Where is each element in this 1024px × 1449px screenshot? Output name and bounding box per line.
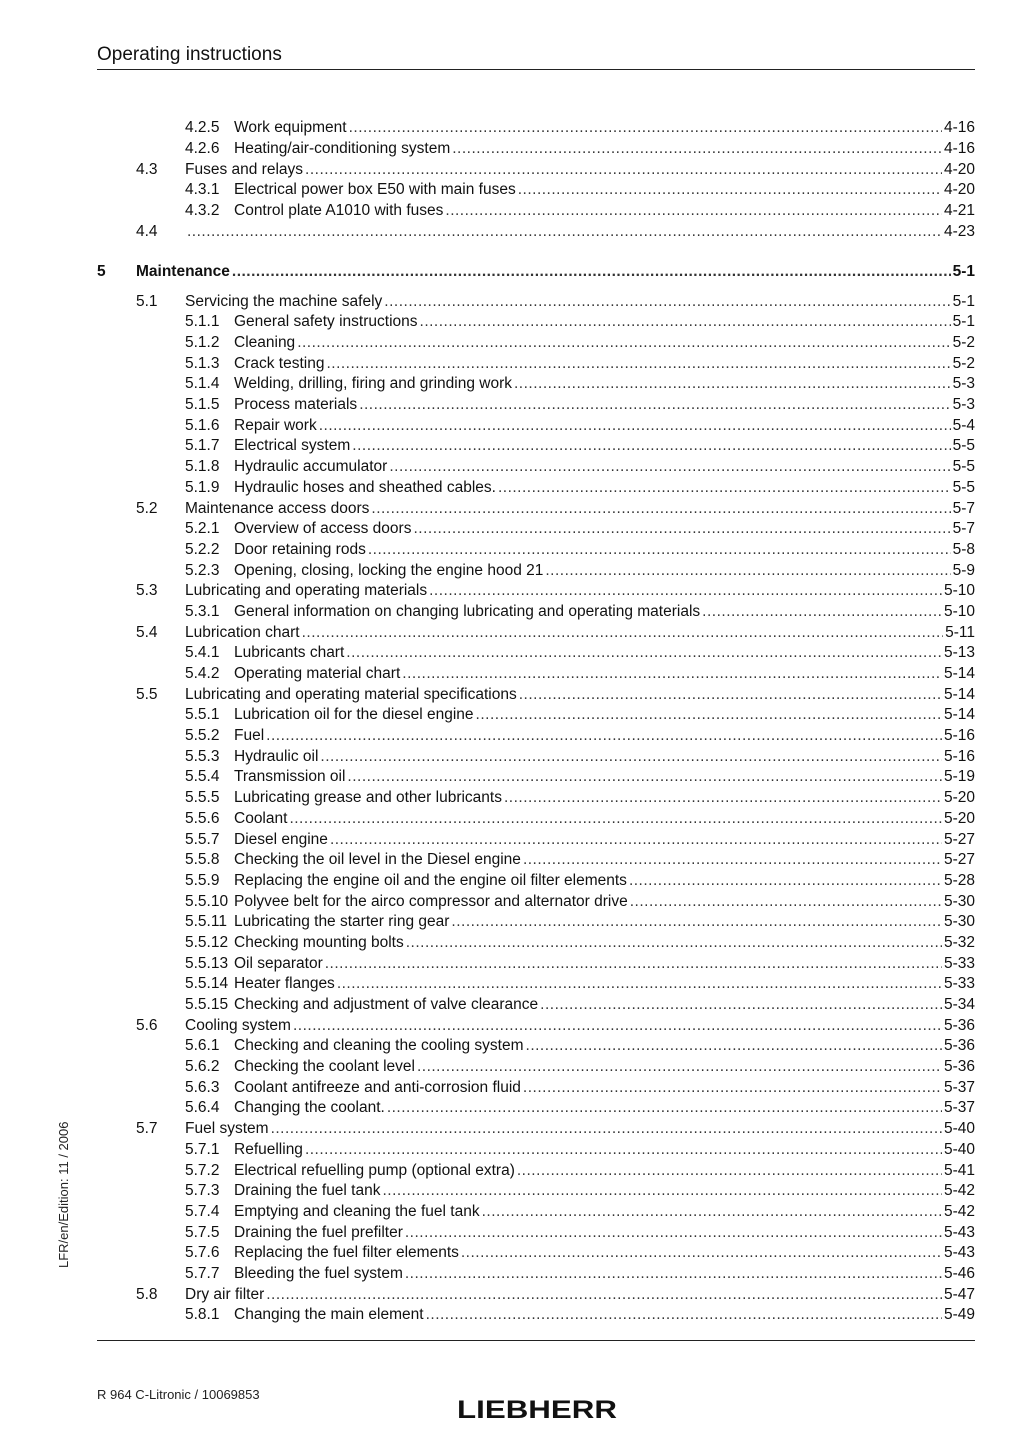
toc-page-number: 5-5	[952, 478, 975, 496]
toc-dot-leader	[289, 810, 942, 828]
toc-entry-title: Coolant	[234, 809, 288, 827]
toc-page-number: 5-9	[952, 561, 975, 579]
toc-entry-title: Draining the fuel tank	[234, 1182, 381, 1200]
toc-entry-number: 5.1	[136, 292, 158, 310]
toc-page-number: 5-16	[943, 747, 975, 765]
toc-entry-row[interactable]	[97, 664, 975, 685]
toc-entry-row[interactable]	[97, 139, 975, 160]
toc-dot-leader	[371, 500, 950, 518]
toc-entry-row[interactable]	[97, 353, 975, 374]
toc-entry-row[interactable]	[97, 540, 975, 561]
toc-entry-row[interactable]	[97, 436, 975, 457]
toc-entry-number: 5.5.8	[185, 851, 220, 869]
toc-entry-number: 5.5.5	[185, 789, 220, 807]
toc-entry-row[interactable]	[97, 643, 975, 664]
toc-entry-title: Repair work	[234, 416, 317, 434]
toc-page-number: 4-20	[943, 160, 975, 178]
toc-entry-number: 5.1.1	[185, 313, 220, 331]
toc-entry-number: 5.3.1	[185, 602, 220, 620]
toc-entry-title: Lubricating and operating material specifications	[185, 685, 517, 703]
toc-page-number: 5-3	[952, 396, 975, 414]
toc-entry-title: Replacing the engine oil and the engine oil filter elements	[234, 871, 627, 889]
toc-dot-leader	[504, 789, 942, 807]
toc-page-number: 5-14	[943, 706, 975, 724]
toc-entry-number: 5.3	[136, 582, 158, 600]
toc-entry-title: Maintenance	[136, 263, 230, 281]
toc-entry-number: 5.4.2	[185, 665, 220, 683]
toc-dot-leader	[498, 479, 951, 497]
toc-entry-title: Work equipment	[234, 119, 347, 137]
toc-entry-title: Diesel engine	[234, 830, 328, 848]
toc-entry-title: Replacing the fuel filter elements	[234, 1244, 459, 1262]
toc-entry-row[interactable]	[97, 1119, 975, 1140]
toc-entry-number: 4.3.2	[185, 202, 220, 220]
toc-entry-number: 5.1.4	[185, 375, 220, 393]
toc-entry-title: Overview of access doors	[234, 520, 412, 538]
toc-entry-number: 4.2.5	[185, 119, 220, 137]
toc-entry-row[interactable]	[97, 478, 975, 499]
toc-entry-number: 5.1.8	[185, 458, 220, 476]
toc-page-number: 5-13	[943, 644, 975, 662]
toc-dot-leader	[402, 665, 942, 683]
toc-page-number: 5-33	[943, 975, 975, 993]
toc-entry-title: Lubricating and operating materials	[185, 582, 428, 600]
toc-dot-leader	[517, 1162, 942, 1180]
toc-entry-row[interactable]	[97, 1160, 975, 1181]
toc-dot-leader	[349, 119, 942, 137]
toc-entry-title: Lubrication chart	[185, 623, 300, 641]
toc-entry-row[interactable]	[97, 1305, 975, 1326]
toc-dot-leader	[405, 1265, 942, 1283]
toc-page-number: 5-42	[943, 1182, 975, 1200]
toc-entry-row[interactable]	[97, 312, 975, 333]
toc-page-number: 5-1	[952, 263, 975, 281]
toc-dot-leader	[452, 140, 942, 158]
toc-page-number: 5-46	[943, 1264, 975, 1282]
toc-entry-row[interactable]	[97, 1284, 975, 1305]
toc-entry-row[interactable]	[97, 829, 975, 850]
toc-page-number: 4-21	[943, 202, 975, 220]
toc-dot-leader	[297, 334, 950, 352]
toc-dot-leader	[420, 313, 951, 331]
toc-entry-row[interactable]	[97, 746, 975, 767]
toc-page-number: 5-2	[952, 334, 975, 352]
toc-dot-leader	[187, 223, 942, 241]
toc-dot-leader	[476, 706, 942, 724]
toc-page-number: 5-36	[943, 1037, 975, 1055]
toc-page-number: 5-10	[943, 582, 975, 600]
toc-entry-row[interactable]	[97, 871, 975, 892]
toc-page-number: 5-36	[943, 1058, 975, 1076]
toc-entry-number: 5.1.7	[185, 437, 220, 455]
toc-entry-title: Dry air filter	[185, 1285, 265, 1303]
toc-dot-leader	[540, 996, 942, 1014]
toc-entry-title: Checking and adjustment of valve clearance	[234, 996, 539, 1014]
toc-dot-leader	[305, 1141, 942, 1159]
toc-entry-title: Checking the oil level in the Diesel engine	[234, 851, 521, 869]
toc-entry-number: 5.7.6	[185, 1244, 220, 1262]
toc-page-number: 5-5	[952, 458, 975, 476]
toc-dot-leader	[368, 541, 951, 559]
toc-entry-title: Checking and cleaning the cooling system	[234, 1037, 524, 1055]
toc-entry-number: 5.5.13	[185, 954, 229, 972]
toc-entry-row[interactable]	[97, 291, 975, 312]
toc-dot-leader	[518, 181, 942, 199]
toc-entry-title: Operating material chart	[234, 665, 401, 683]
toc-page-number: 5-20	[943, 809, 975, 827]
footer-divider	[97, 1340, 975, 1341]
toc-page-number: 5-27	[943, 830, 975, 848]
toc-dot-leader	[330, 831, 942, 849]
toc-entry-number: 5.5.15	[185, 996, 229, 1014]
toc-entry-row[interactable]	[97, 891, 975, 912]
toc-entry-row[interactable]	[97, 602, 975, 623]
toc-entry-title: Oil separator	[234, 954, 323, 972]
toc-entry-number: 5.7.7	[185, 1264, 220, 1282]
table-of-contents	[97, 118, 975, 1326]
toc-page-number: 5-27	[943, 851, 975, 869]
toc-entry-title: Lubricants chart	[234, 644, 345, 662]
toc-page-number: 5-33	[943, 954, 975, 972]
toc-entry-number: 5.6.2	[185, 1058, 220, 1076]
toc-dot-leader	[320, 748, 942, 766]
toc-entry-row[interactable]	[97, 809, 975, 830]
toc-entry-number: 5.6	[136, 1016, 158, 1034]
footer-document-reference: R 964 C-Litronic / 10069853	[97, 1387, 260, 1402]
toc-page-number: 5-4	[952, 416, 975, 434]
toc-dot-leader	[266, 727, 942, 745]
toc-entry-title: Bleeding the fuel system	[234, 1264, 403, 1282]
toc-page-number: 5-42	[943, 1202, 975, 1220]
toc-dot-leader	[293, 1017, 942, 1035]
toc-dot-leader	[302, 624, 944, 642]
toc-entry-title: Checking mounting bolts	[234, 933, 404, 951]
toc-entry-number: 5.2	[136, 499, 158, 517]
toc-dot-leader	[406, 934, 942, 952]
toc-dot-leader	[451, 913, 942, 931]
toc-entry-row[interactable]	[97, 159, 975, 180]
toc-entry-row[interactable]	[97, 1264, 975, 1285]
toc-page-number: 5-16	[943, 727, 975, 745]
toc-entry-title: General information on changing lubricating and operating materials	[234, 602, 701, 620]
toc-entry-title: Hydraulic hoses and sheathed cables.	[234, 478, 496, 496]
toc-entry-number: 5.5.12	[185, 933, 229, 951]
toc-page-number: 5-30	[943, 913, 975, 931]
toc-entry-row[interactable]	[97, 1057, 975, 1078]
toc-dot-leader	[232, 263, 951, 281]
toc-dot-leader	[266, 1286, 942, 1304]
toc-entry-number: 5.4.1	[185, 644, 220, 662]
toc-entry-number: 5.5.10	[185, 892, 229, 910]
toc-entry-title: Opening, closing, locking the engine hood 21	[234, 561, 544, 579]
toc-entry-title: Draining the fuel prefilter	[234, 1223, 403, 1241]
toc-entry-row[interactable]	[97, 684, 975, 705]
toc-entry-row[interactable]	[97, 1036, 975, 1057]
toc-page-number: 5-2	[952, 354, 975, 372]
toc-page-number: 5-7	[952, 520, 975, 538]
toc-entry-row[interactable]	[97, 1202, 975, 1223]
toc-entry-number: 5.7	[136, 1120, 158, 1138]
toc-entry-number: 5.2.1	[185, 520, 220, 538]
toc-entry-title: Transmission oil	[234, 768, 346, 786]
toc-entry-title: Changing the coolant.	[234, 1099, 385, 1117]
toc-dot-leader	[347, 768, 942, 786]
toc-entry-row[interactable]	[97, 333, 975, 354]
toc-page-number: 5-49	[943, 1306, 975, 1324]
toc-entry-number: 5.1.5	[185, 396, 220, 414]
toc-dot-leader	[389, 458, 950, 476]
toc-dot-leader	[461, 1244, 942, 1262]
toc-page-number: 4-23	[943, 222, 975, 240]
toc-dot-leader	[445, 202, 942, 220]
toc-entry-row[interactable]	[97, 1181, 975, 1202]
toc-page-number: 5-20	[943, 789, 975, 807]
toc-entry-row[interactable]	[97, 850, 975, 871]
toc-page-number: 5-41	[943, 1161, 975, 1179]
toc-entry-row[interactable]	[97, 457, 975, 478]
toc-entry-title: Fuses and relays	[185, 160, 304, 178]
toc-page-number: 5-30	[943, 892, 975, 910]
header-divider	[97, 69, 975, 70]
toc-entry-number: 5.1.6	[185, 416, 220, 434]
toc-entry-row[interactable]	[97, 1243, 975, 1264]
toc-entry-title: Lubrication oil for the diesel engine	[234, 706, 474, 724]
toc-dot-leader	[413, 520, 950, 538]
toc-entry-number: 5.5.9	[185, 871, 220, 889]
toc-entry-row[interactable]	[97, 560, 975, 581]
toc-entry-number: 5.6.1	[185, 1037, 220, 1055]
toc-dot-leader	[326, 355, 950, 373]
toc-entry-number: 5.5.11	[185, 913, 227, 931]
toc-page-number: 4-16	[943, 119, 975, 137]
toc-entry-row[interactable]	[97, 374, 975, 395]
toc-entry-number: 5.6.4	[185, 1099, 220, 1117]
toc-entry-title: Emptying and cleaning the fuel tank	[234, 1202, 480, 1220]
toc-dot-leader	[526, 1037, 942, 1055]
toc-page-number: 5-1	[952, 292, 975, 310]
liebherr-logo	[456, 1397, 618, 1421]
toc-entry-title: Control plate A1010 with fuses	[234, 202, 444, 220]
toc-entry-number: 5.7.2	[185, 1161, 220, 1179]
toc-entry-title: Welding, drilling, firing and grinding work	[234, 375, 512, 393]
toc-dot-leader	[629, 872, 942, 890]
toc-page-number: 5-10	[943, 602, 975, 620]
toc-entry-number: 5.1.3	[185, 354, 220, 372]
toc-page-number: 5-40	[943, 1140, 975, 1158]
page-header-title: Operating instructions	[97, 44, 282, 65]
svg-text:LIEBHERR: LIEBHERR	[457, 1397, 617, 1421]
toc-entry-number: 5.7.1	[185, 1140, 220, 1158]
toc-entry-title: Fuel	[234, 727, 265, 745]
toc-entry-title: Polyvee belt for the airco compressor and alternator drive	[234, 892, 628, 910]
toc-entry-row[interactable]	[97, 180, 975, 201]
toc-page-number: 5-11	[945, 623, 975, 641]
toc-entry-title: Heater flanges	[234, 975, 335, 993]
toc-entry-title: Hydraulic oil	[234, 747, 319, 765]
toc-page-number: 4-16	[943, 140, 975, 158]
toc-dot-leader	[417, 1058, 942, 1076]
toc-entry-row[interactable]	[97, 974, 975, 995]
toc-dot-leader	[630, 893, 942, 911]
toc-page-number: 5-1	[952, 313, 975, 331]
toc-dot-leader	[319, 417, 951, 435]
toc-entry-number: 5.5.6	[185, 809, 220, 827]
toc-entry-row[interactable]	[97, 498, 975, 519]
toc-page-number: 5-19	[943, 768, 975, 786]
toc-page-number: 5-36	[943, 1016, 975, 1034]
toc-dot-leader	[482, 1203, 942, 1221]
toc-entry-title: Process materials	[234, 396, 358, 414]
toc-dot-leader	[346, 644, 942, 662]
toc-entry-title: Fuel system	[185, 1120, 269, 1138]
toc-entry-row[interactable]	[97, 201, 975, 222]
toc-entry-title: Lubricating the starter ring gear	[234, 913, 450, 931]
toc-chapter-row[interactable]	[97, 262, 975, 283]
toc-entry-row[interactable]	[97, 1015, 975, 1036]
toc-entry-number: 5.1.9	[185, 478, 220, 496]
toc-dot-leader	[387, 1099, 942, 1117]
toc-dot-leader	[523, 1079, 942, 1097]
toc-entry-title: Refuelling	[234, 1140, 303, 1158]
toc-entry-number: 4.3	[136, 160, 158, 178]
toc-dot-leader	[523, 851, 942, 869]
toc-entry-title: Checking the coolant level	[234, 1058, 415, 1076]
toc-page-number: 5-8	[952, 540, 975, 558]
toc-entry-row[interactable]	[97, 705, 975, 726]
toc-entry-row[interactable]	[97, 995, 975, 1016]
toc-dot-leader	[702, 603, 942, 621]
toc-entry-number: 5.5.14	[185, 975, 229, 993]
toc-entry-row[interactable]	[97, 1098, 975, 1119]
toc-page-number: 5-14	[943, 665, 975, 683]
toc-entry-number: 5	[97, 263, 106, 281]
toc-entry-number: 4.3.1	[185, 181, 220, 199]
toc-page-number: 5-40	[943, 1120, 975, 1138]
toc-entry-title: Maintenance access doors	[185, 499, 370, 517]
toc-dot-leader	[382, 1182, 941, 1200]
toc-entry-number: 5.7.3	[185, 1182, 220, 1200]
toc-dot-leader	[337, 975, 942, 993]
toc-dot-leader	[271, 1120, 942, 1138]
toc-entry-number: 4.4	[136, 222, 158, 240]
toc-entry-row[interactable]	[97, 726, 975, 747]
toc-entry-row[interactable]	[97, 221, 975, 242]
toc-entry-title: Electrical system	[234, 437, 351, 455]
toc-entry-title: Door retaining rods	[234, 540, 366, 558]
toc-page-number: 5-3	[952, 375, 975, 393]
toc-entry-number: 5.4	[136, 623, 158, 641]
toc-entry-row[interactable]	[97, 395, 975, 416]
toc-entry-title: Changing the main element	[234, 1306, 424, 1324]
toc-entry-title: Crack testing	[234, 354, 325, 372]
toc-entry-number: 5.5.1	[185, 706, 220, 724]
toc-page-number: 5-34	[943, 996, 975, 1014]
toc-entry-number: 5.6.3	[185, 1078, 220, 1096]
toc-entry-row[interactable]	[97, 1140, 975, 1161]
toc-page-number: 5-32	[943, 933, 975, 951]
toc-entry-row[interactable]	[97, 581, 975, 602]
toc-dot-leader	[325, 955, 942, 973]
toc-page-number: 5-37	[943, 1078, 975, 1096]
toc-entry-row[interactable]	[97, 912, 975, 933]
toc-dot-leader	[426, 1306, 942, 1324]
toc-entry-row[interactable]	[97, 1222, 975, 1243]
toc-entry-number: 5.8	[136, 1285, 158, 1303]
toc-entry-title: Electrical power box E50 with main fuses	[234, 181, 516, 199]
toc-entry-row[interactable]	[97, 415, 975, 436]
toc-entry-title: General safety instructions	[234, 313, 418, 331]
toc-dot-leader	[352, 437, 950, 455]
toc-entry-title: Cooling system	[185, 1016, 291, 1034]
toc-entry-title: Lubricating grease and other lubricants	[234, 789, 502, 807]
toc-page-number: 5-28	[943, 871, 975, 889]
toc-entry-title: Electrical refuelling pump (optional extra)	[234, 1161, 515, 1179]
toc-entry-row[interactable]	[97, 953, 975, 974]
toc-entry-title: Heating/air-conditioning system	[234, 140, 451, 158]
toc-page-number: 4-20	[943, 181, 975, 199]
toc-dot-leader	[384, 293, 950, 311]
toc-entry-row[interactable]	[97, 622, 975, 643]
toc-page-number: 5-5	[952, 437, 975, 455]
toc-entry-title: Servicing the machine safely	[185, 292, 383, 310]
toc-entry-number: 5.2.3	[185, 561, 220, 579]
toc-entry-number: 5.8.1	[185, 1306, 220, 1324]
toc-entry-number: 5.7.5	[185, 1223, 220, 1241]
toc-page-number: 5-47	[943, 1285, 975, 1303]
toc-entry-row[interactable]	[97, 767, 975, 788]
toc-entry-number: 5.2.2	[185, 540, 220, 558]
toc-entry-row[interactable]	[97, 788, 975, 809]
toc-entry-number: 5.5.4	[185, 768, 220, 786]
toc-entry-row[interactable]	[97, 1077, 975, 1098]
toc-page-number: 5-14	[943, 685, 975, 703]
toc-page-number: 5-43	[943, 1244, 975, 1262]
toc-entry-title: Cleaning	[234, 334, 296, 352]
toc-dot-leader	[545, 562, 950, 580]
toc-dot-leader	[429, 582, 942, 600]
toc-entry-row[interactable]	[97, 118, 975, 139]
toc-page-number: 5-7	[952, 499, 975, 517]
toc-entry-number: 5.5.3	[185, 747, 220, 765]
edition-side-text: LFR/en/Edition: 11 / 2006	[56, 1121, 71, 1268]
toc-entry-number: 5.1.2	[185, 334, 220, 352]
toc-entry-number: 5.5.2	[185, 727, 220, 745]
toc-dot-leader	[359, 396, 950, 414]
toc-dot-leader	[405, 1224, 942, 1242]
toc-dot-leader	[305, 161, 942, 179]
toc-dot-leader	[514, 375, 951, 393]
toc-page-number: 5-43	[943, 1223, 975, 1241]
toc-dot-leader	[519, 686, 942, 704]
toc-entry-row[interactable]	[97, 519, 975, 540]
toc-entry-title: Coolant antifreeze and anti-corrosion fluid	[234, 1078, 521, 1096]
toc-entry-title: Hydraulic accumulator	[234, 458, 388, 476]
toc-entry-number: 5.7.4	[185, 1202, 220, 1220]
toc-entry-number: 5.5.7	[185, 830, 220, 848]
toc-page-number: 5-37	[943, 1099, 975, 1117]
toc-entry-row[interactable]	[97, 933, 975, 954]
toc-entry-number: 4.2.6	[185, 140, 220, 158]
toc-entry-number: 5.5	[136, 685, 158, 703]
